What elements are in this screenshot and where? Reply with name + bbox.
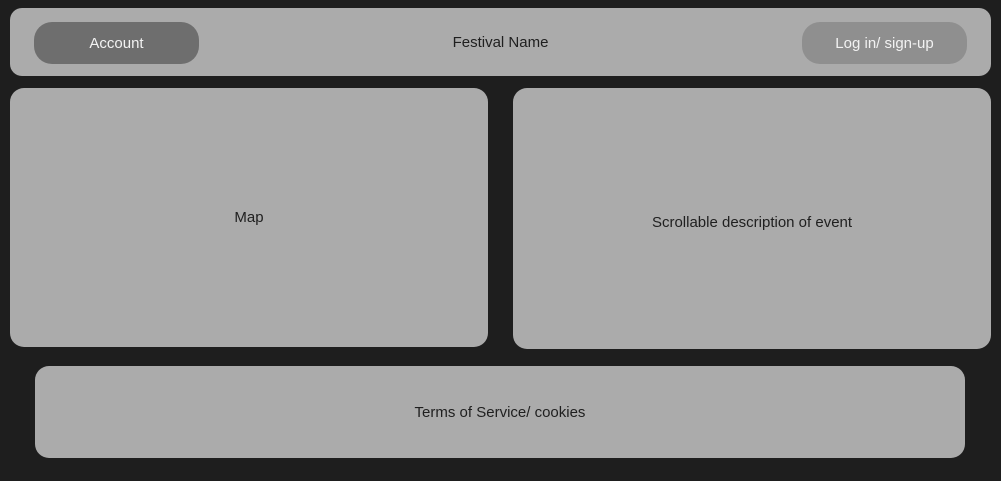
header-bar: [10, 8, 991, 76]
terms-of-service-panel[interactable]: Terms of Service/ cookies: [35, 366, 965, 458]
account-button[interactable]: Account: [34, 22, 199, 64]
event-description-panel[interactable]: Scrollable description of event: [513, 88, 991, 349]
page-title: Festival Name: [452, 33, 549, 51]
map-panel[interactable]: Map: [10, 88, 488, 347]
login-signup-button[interactable]: Log in/ sign-up: [802, 22, 967, 64]
